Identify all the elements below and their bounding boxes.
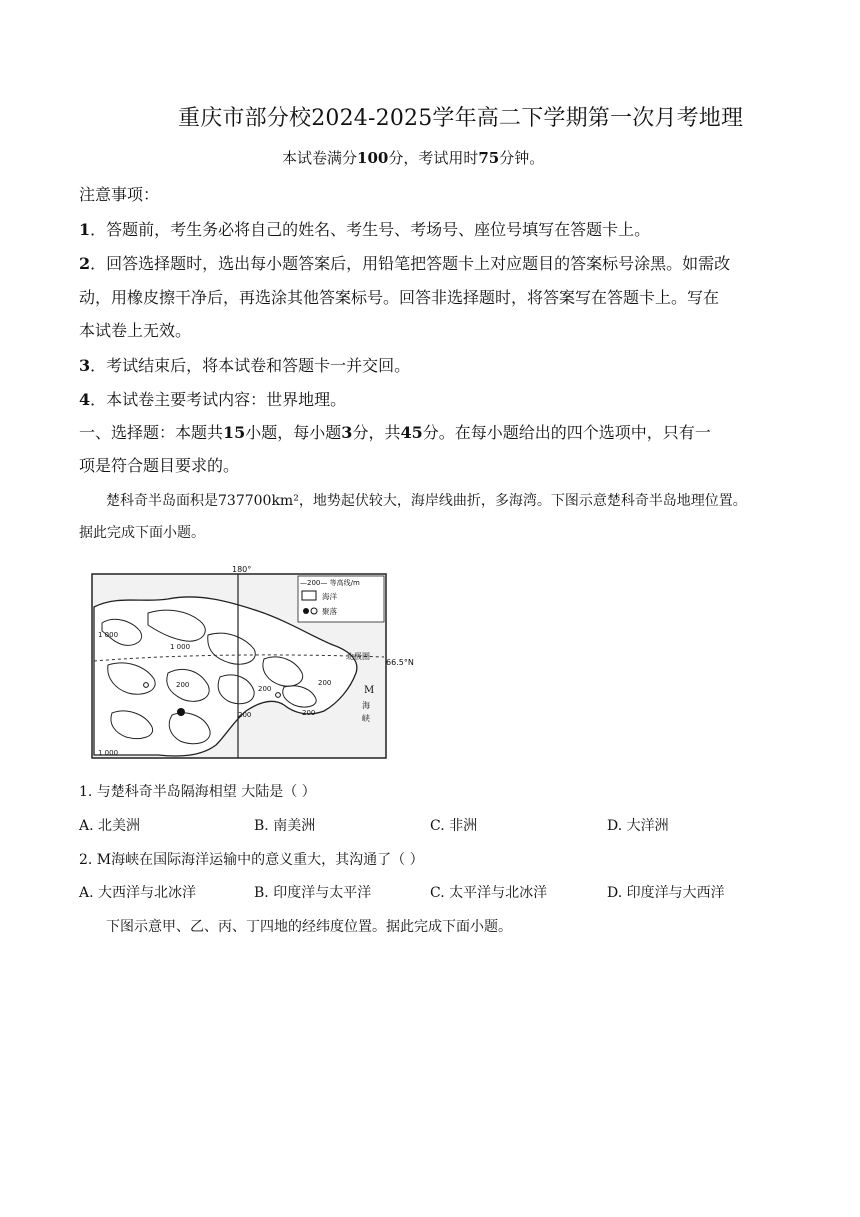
contour-label: 200 xyxy=(258,685,272,693)
section-heading-line2: 项是符合题目要求的。 xyxy=(79,456,240,475)
strait-char-2: 峡 xyxy=(362,714,370,723)
contour-label: 200 xyxy=(176,681,190,689)
question-2-stem: 2. M海峡在国际海洋运输中的意义重大，其沟通了（ ） xyxy=(79,852,424,868)
chukotka-map xyxy=(88,565,423,765)
passage-2: 下图示意甲、乙、丙、丁四地的经纬度位置。据此完成下面小题。 xyxy=(106,919,512,935)
passage-1-line2: 据此完成下面小题。 xyxy=(79,525,205,541)
legend-contour: —200— 等高线/m xyxy=(300,579,360,587)
question-1-option-d[interactable]: D. 大洋洲 xyxy=(607,818,669,834)
exam-info: 本试卷满分100分，考试用时75分钟。 xyxy=(282,149,545,167)
legend-settlement: 聚落 xyxy=(322,607,337,616)
strait-letter: M xyxy=(364,685,375,696)
notice-item-2-line2: 动，用橡皮擦干净后，再选涂其他答案标号。回答非选择题时，将答案写在答题卡上。写在 xyxy=(79,288,720,307)
passage-1-line1: 楚科奇半岛面积是737700km²，地势起伏较大，海岸线曲折，多海湾。下图示意楚科奇半岛地理位置。 xyxy=(106,493,747,509)
contour-label: 200 xyxy=(302,709,316,717)
strait-char-1: 海 xyxy=(362,701,370,710)
legend-ocean: 海洋 xyxy=(322,592,337,601)
latitude-label: 66.5°N xyxy=(386,658,414,667)
question-2-option-b[interactable]: B. 印度洋与太平洋 xyxy=(254,885,372,901)
notice-item-4: 4．本试卷主要考试内容：世界地理。 xyxy=(79,390,347,409)
notice-item-2-line3: 本试卷上无效。 xyxy=(79,321,192,340)
question-2-option-c[interactable]: C. 太平洋与北冰洋 xyxy=(430,885,548,901)
arctic-circle-label: 北极圈 xyxy=(346,652,370,661)
notice-item-2: 2．回答选择题时，选出每小题答案后，用铅笔把答题卡上对应题目的答案标号涂黑。如需改 xyxy=(79,254,731,273)
question-1-option-a[interactable]: A. 北美洲 xyxy=(79,818,141,834)
question-1-option-c[interactable]: C. 非洲 xyxy=(430,818,478,834)
question-1-option-b[interactable]: B. 南美洲 xyxy=(254,818,316,834)
contour-label: 200 xyxy=(238,711,252,719)
contour-label: 1 000 xyxy=(170,643,191,651)
page-title: 重庆市部分校2024-2025学年高二下学期第一次月考地理 xyxy=(178,106,744,131)
question-2-option-d[interactable]: D. 印度洋与大西洋 xyxy=(607,885,725,901)
contour-label: 1 000 xyxy=(98,749,119,757)
notice-heading: 注意事项： xyxy=(79,185,160,204)
question-1-stem: 1. 与楚科奇半岛隔海相望 大陆是（ ） xyxy=(79,784,316,800)
contour-label: 1 000 xyxy=(98,631,119,639)
notice-item-3: 3．考试结束后，将本试卷和答题卡一并交回。 xyxy=(79,356,411,375)
meridian-label: 180° xyxy=(232,565,252,574)
notice-item-1: 1．答题前，考生务必将自己的姓名、考生号、考场号、座位号填写在答题卡上。 xyxy=(79,220,651,239)
contour-label: 200 xyxy=(318,679,332,687)
question-2-option-a[interactable]: A. 大西洋与北冰洋 xyxy=(79,885,197,901)
section-heading: 一、选择题：本题共15小题，每小题3分，共45分。在每小题给出的四个选项中，只有一 xyxy=(79,423,711,442)
